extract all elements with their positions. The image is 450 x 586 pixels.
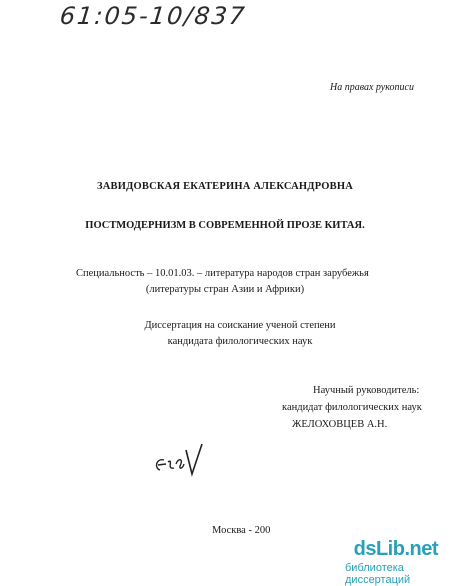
specialty-line-1: Специальность – 10.01.03. – литература народов стран зарубежья [76,268,369,279]
handwritten-signature [150,440,210,480]
supervisor-degree: кандидат филологических наук [282,402,422,413]
watermark-subtitle: библиотека диссертаций [345,562,411,586]
dissertation-degree-line-1: Диссертация на соискание ученой степени [144,320,336,331]
archive-code: 61:05-10/837 [58,2,248,30]
rights-note: На правах рукописи [330,82,414,93]
supervisor-name: ЖЕЛОХОВЦЕВ А.Н. [292,419,388,430]
dissertation-title: ПОСТМОДЕРНИЗМ В СОВРЕМЕННОЙ ПРОЗЕ КИТАЯ. [85,220,365,231]
dissertation-degree-line-2: кандидата филологических наук [167,336,313,347]
supervisor-label: Научный руководитель: [313,385,420,396]
watermark-logo: dsLib.net [353,538,438,560]
author-name: ЗАВИДОВСКАЯ ЕКАТЕРИНА АЛЕКСАНДРОВНА [97,181,353,192]
watermark [345,538,450,586]
specialty-line-2: (литературы стран Азии и Африки) [145,284,305,295]
city-year: Москва - 200 [212,525,271,536]
